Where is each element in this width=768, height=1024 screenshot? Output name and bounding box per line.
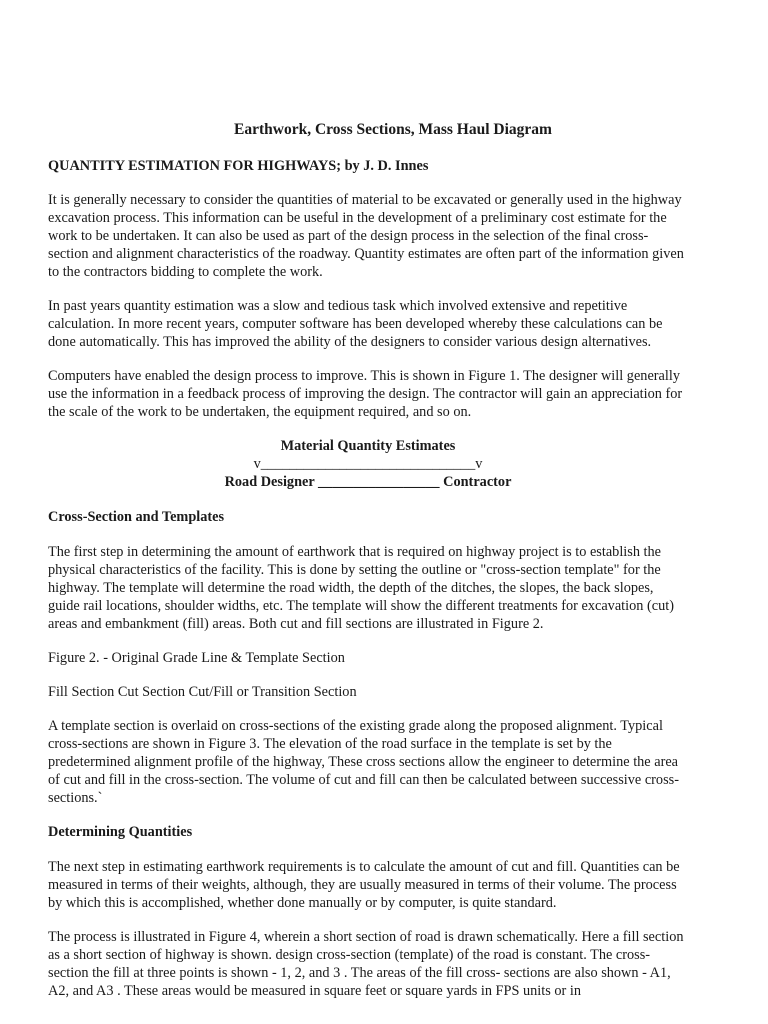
figure-1-flow [48,437,688,491]
paragraph-history: In past years quantity estimation was a slow and tedious task which involved extensive and repetitive calculation. In more recent years, computer software has been developed whereby these calculations can be done automatically. This has improved the ability of the designers to consider various design alternatives. [48,298,663,350]
document-page [48,121,688,1016]
paragraph-computers: Computers have enabled the design process to improve. This is shown in Figure 1. The designer will generally use the information in a feedback process of improving the design. The contractor will gain an appreciation for the scale of the work to be undertaken, the equipment required, and so on. [48,368,683,420]
figure-1-arrows: v______________________________v [253,456,483,472]
paragraph-template: The first step in determining the amount of earthwork that is required on highway project is to establish the physical characteristics of the facility. This is done by setting the outline or "cross-section template" for the highway. The template will determine the road width, the depth of the ditches, the slopes, the back slopes, guide rail locations, shoulder widths, etc. The template will show the different treatments for excavation (cut) areas and embankment (fill) areas. Both cut and fill sections are illustrated in Figure 2. [48,544,674,632]
section-heading-cross-section: Cross-Section and Templates [48,509,225,525]
figure-1-heading: Material Quantity Estimates [280,438,456,454]
paragraph-intro: It is generally necessary to consider the quantities of material to be excavated or generally used in the highway excavation process. This information can be useful in the development of a preliminary cost estimate for the work to be undertaken. It can also be used as part of the design process in the selection of the final cross-section and alignment characteristics of the roadway. Quantity estimates are often part of the information given to the contractors bidding to complete the work. [48,192,684,280]
figure-1-flow-line: Road Designer _________________ Contractor [224,474,512,490]
figure-2-labels: Fill Section Cut Section Cut/Fill or Transition Section [48,684,357,700]
paragraph-overlay: A template section is overlaid on cross-sections of the existing grade along the proposed alignment. Typical cross-sections are shown in Figure 3. The elevation of the road surface in the template is set by the predetermined alignment profile of the highway, These cross sections allow the engineer to determine the area of cut and fill in the cross-section. The volume of cut and fill can then be calculated between successive cross-sections.` [48,718,679,806]
paragraph-figure-4: The process is illustrated in Figure 4, wherein a short section of road is drawn schematically. Here a fill section as a short section of highway is shown. design cross-section (template) of the road is constant. The cross-section the fill at three points is shown - 1, 2, and 3 . The areas of the fill cross- sections are also shown - A1, A2, and A3 . These areas would be measured in square feet or square yards in FPS units or in [48,929,684,999]
document-subtitle: QUANTITY ESTIMATION FOR HIGHWAYS; by J. D. Innes [48,158,429,174]
section-heading-quantities: Determining Quantities [48,824,193,840]
document-title: Earthwork, Cross Sections, Mass Haul Diagram [234,121,552,138]
paragraph-quantities: The next step in estimating earthwork requirements is to calculate the amount of cut and fill. Quantities can be measured in terms of their weights, although, they are usually measured in terms of their volume. The process by which this is accomplished, whether done manually or by computer, is quite standard. [48,859,680,911]
figure-2-caption: Figure 2. - Original Grade Line & Template Section [48,650,345,666]
